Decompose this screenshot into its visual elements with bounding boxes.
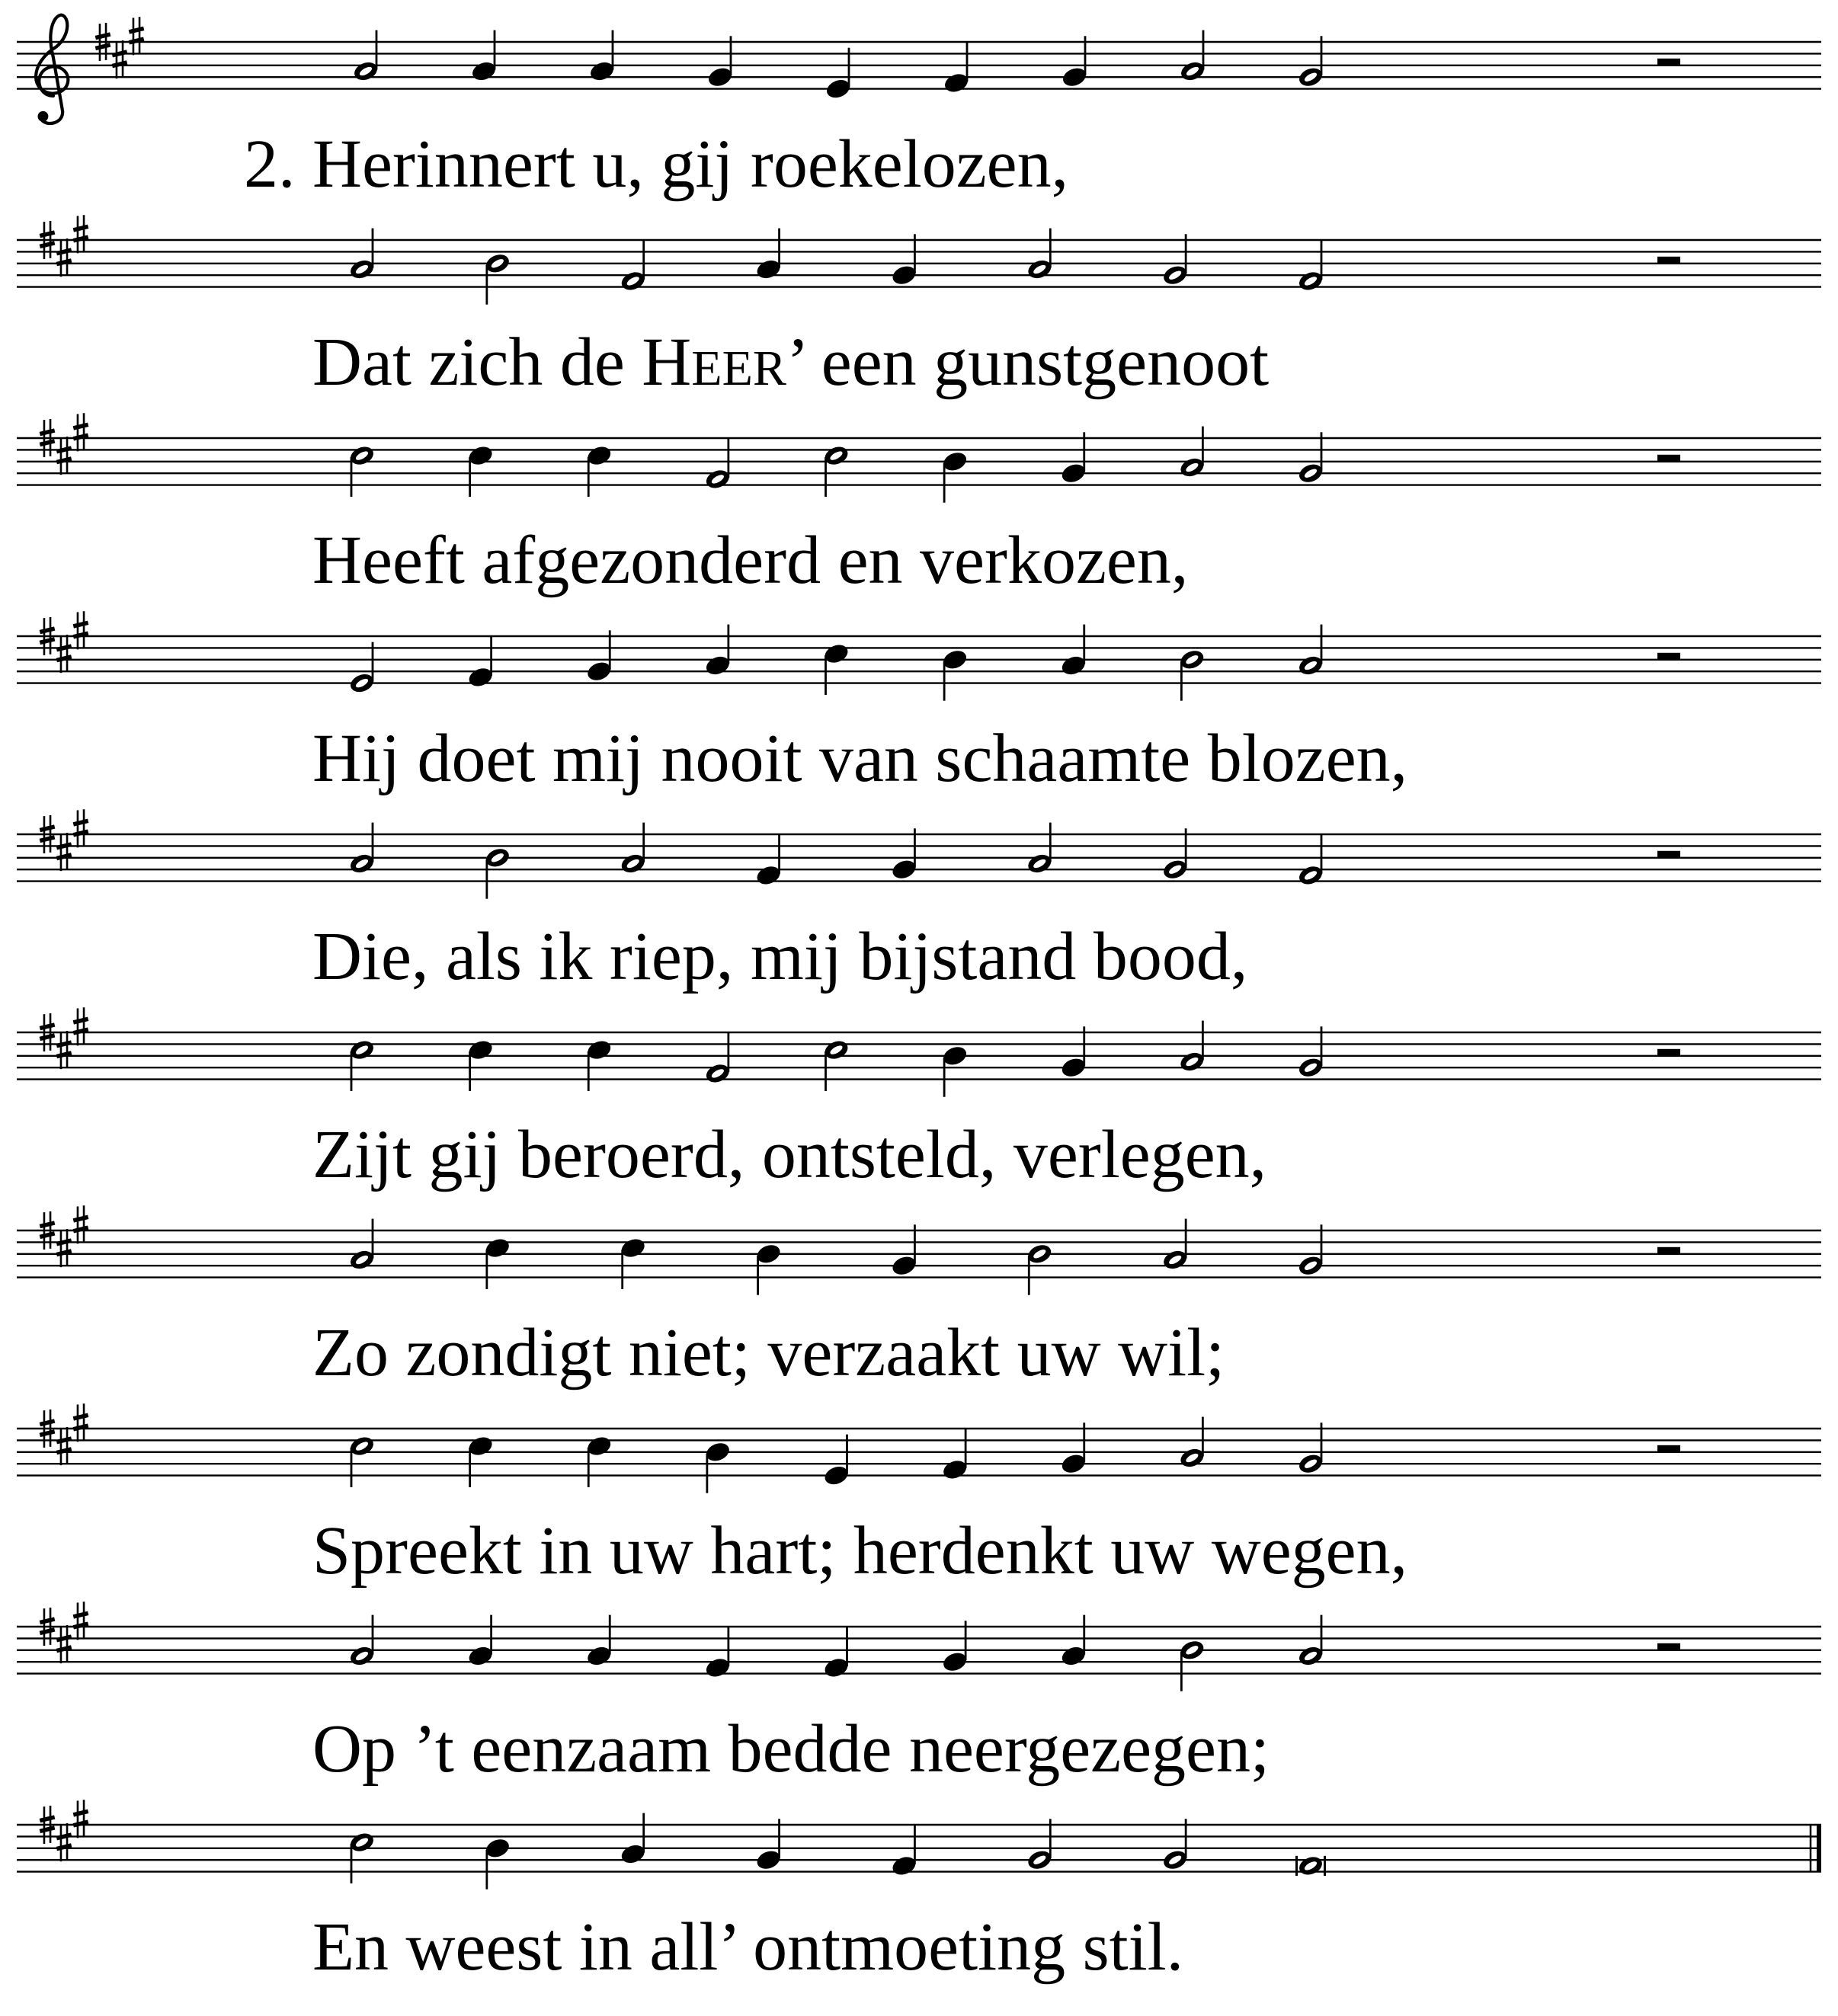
- lyric-line: Hij doet mij nooit van schaamte blozen,: [312, 721, 1408, 796]
- note-f4-half: [703, 438, 732, 491]
- staff-4: [17, 611, 1821, 796]
- note-c5-quarter: [466, 1038, 495, 1091]
- note-f4-quarter: [890, 1825, 918, 1878]
- lyric-line: Dat zich de HEER’ een gunstgenoot: [312, 325, 1270, 400]
- sharp-icon: [73, 809, 88, 847]
- sharp-icon: [73, 611, 88, 649]
- note-a4-half: [1178, 427, 1206, 480]
- note-g4-half: [1297, 1422, 1325, 1476]
- half-rest-icon: [1657, 257, 1680, 264]
- note-e4-half: [348, 642, 376, 696]
- note-g4-half: [1297, 432, 1325, 485]
- sharp-icon: [73, 1602, 88, 1640]
- note-a4-quarter: [585, 1615, 613, 1669]
- half-rest-icon: [1657, 653, 1680, 660]
- sharp-icon: [56, 238, 71, 277]
- sharp-icon: [73, 1205, 88, 1243]
- note-a4-half: [1179, 30, 1207, 84]
- note-b4-half: [483, 251, 511, 305]
- note-f4-half: [1297, 240, 1325, 293]
- note-a4-quarter: [466, 1615, 495, 1669]
- note-e4-quarter: [822, 1435, 850, 1488]
- note-c5-half: [348, 1434, 376, 1487]
- note-g4-quarter: [890, 234, 918, 287]
- note-c5-quarter: [585, 1038, 613, 1091]
- half-rest-icon: [1657, 851, 1680, 858]
- key-signature: [40, 1205, 88, 1267]
- key-signature: [40, 1403, 88, 1465]
- note-a4-quarter: [754, 229, 783, 282]
- note-c5-quarter: [822, 642, 850, 695]
- key-signature: [40, 809, 88, 871]
- half-rest-icon: [1657, 1049, 1680, 1056]
- note-e4-quarter: [825, 48, 853, 101]
- note-f4-quarter: [941, 1429, 969, 1482]
- half-rest-icon: [1657, 1445, 1680, 1452]
- sharp-icon: [56, 1625, 71, 1663]
- key-signature: [40, 611, 88, 673]
- lyric-line: Op ’t eenzaam bedde neergezegen;: [312, 1711, 1270, 1787]
- sharp-icon: [56, 1823, 71, 1861]
- note-g4-quarter: [1059, 1026, 1087, 1080]
- note-a4-quarter: [1059, 1615, 1087, 1669]
- note-c5-quarter: [466, 443, 495, 497]
- note-b4-half: [1026, 1242, 1054, 1295]
- staff-6: [17, 1007, 1821, 1192]
- note-c5-half: [348, 1830, 376, 1883]
- note-a4-half: [619, 823, 647, 876]
- lyric-line: Spreekt in uw hart; herdenkt uw wegen,: [312, 1513, 1408, 1589]
- note-g4-half: [1297, 36, 1325, 89]
- staff-8: [17, 1403, 1821, 1589]
- lyric-line: Zijt gij beroerd, ontsteld, verlegen,: [312, 1117, 1267, 1192]
- note-g4-quarter: [941, 1621, 969, 1674]
- sharp-icon: [56, 833, 71, 871]
- note-g4-quarter: [1061, 36, 1089, 89]
- staff-7: [17, 1205, 1821, 1390]
- note-a4-half: [1026, 823, 1054, 876]
- lyric-line: Die, als ik riep, mij bijstand bood,: [312, 919, 1248, 994]
- note-b4-half: [1178, 648, 1206, 701]
- staff-9: [17, 1602, 1821, 1787]
- note-b4-half: [1178, 1638, 1206, 1691]
- note-c5-half: [348, 1038, 376, 1091]
- note-a4-half: [348, 823, 376, 876]
- note-a4-quarter: [588, 30, 616, 84]
- note-g4-quarter: [706, 36, 735, 89]
- note-b4-quarter: [483, 1836, 511, 1890]
- note-a4-half: [1178, 1417, 1206, 1470]
- note-g4-quarter: [585, 630, 613, 683]
- key-signature: [40, 1007, 88, 1069]
- sharp-icon: [73, 1403, 88, 1442]
- sharp-icon: [56, 437, 71, 475]
- note-g4-half: [1161, 234, 1190, 287]
- lyric-line: Herinnert u, gij roekelozen,: [312, 126, 1069, 202]
- staff-3: [17, 413, 1821, 598]
- key-signature: [40, 1602, 88, 1663]
- note-a4-half: [1178, 1021, 1206, 1074]
- note-b4-quarter: [941, 648, 969, 701]
- note-c5-half: [822, 1038, 850, 1091]
- sharp-icon: [73, 1800, 88, 1838]
- key-signature: [40, 413, 88, 475]
- staff-5: [17, 809, 1821, 994]
- key-signature: [95, 17, 143, 78]
- note-a4-half: [1026, 229, 1054, 282]
- sharp-icon: [129, 17, 143, 55]
- note-b4-quarter: [941, 1044, 969, 1097]
- note-c5-quarter: [585, 443, 613, 497]
- note-g4-quarter: [890, 828, 918, 882]
- note-f4-quarter: [943, 42, 971, 95]
- note-b4-quarter: [754, 1242, 783, 1295]
- lyric-line: Zo zondigt niet; verzaakt uw wil;: [312, 1315, 1225, 1390]
- note-g4-half: [1026, 1819, 1054, 1872]
- note-f4-quarter: [754, 834, 783, 888]
- note-c5-half: [348, 443, 376, 497]
- half-rest-icon: [1657, 455, 1680, 462]
- half-rest-icon: [1657, 1643, 1680, 1650]
- note-f4-half: [619, 240, 647, 293]
- half-rest-icon: [1657, 1247, 1680, 1254]
- note-f4-breve: [1297, 1854, 1325, 1878]
- sharp-icon: [73, 413, 88, 451]
- note-c5-quarter: [466, 1434, 495, 1487]
- staff-10: [17, 1800, 1821, 1985]
- note-a4-quarter: [1059, 625, 1087, 678]
- note-g4-quarter: [1059, 1422, 1087, 1476]
- note-a4-half: [348, 1219, 376, 1272]
- staff-1: [17, 15, 1821, 202]
- note-a4-half: [352, 30, 380, 84]
- staff-2: [17, 215, 1821, 400]
- note-a4-quarter: [619, 1813, 647, 1867]
- note-a4-quarter: [703, 625, 732, 678]
- sharp-icon: [56, 1229, 71, 1267]
- lyric-line: En weest in all’ ontmoeting stil.: [312, 1909, 1184, 1985]
- note-f4-quarter: [703, 1627, 732, 1680]
- note-a4-quarter: [470, 30, 498, 84]
- note-a4-half: [348, 1615, 376, 1669]
- note-b4-quarter: [703, 1440, 732, 1493]
- note-f4-half: [1297, 834, 1325, 888]
- note-g4-half: [1161, 1819, 1190, 1872]
- sharp-icon: [56, 1031, 71, 1069]
- verse-number: 2.: [244, 126, 296, 202]
- key-signature: [40, 215, 88, 277]
- note-g4-half: [1297, 1026, 1325, 1080]
- note-g4-half: [1161, 828, 1190, 882]
- note-c5-half: [822, 443, 850, 497]
- note-c5-quarter: [585, 1434, 613, 1487]
- note-g4-quarter: [890, 1224, 918, 1278]
- treble-clef-icon: [36, 15, 68, 123]
- note-a4-half: [1297, 625, 1325, 678]
- note-b4-half: [483, 846, 511, 899]
- half-rest-icon: [1657, 59, 1680, 66]
- note-f4-half: [703, 1032, 732, 1086]
- note-g4-half: [1297, 1224, 1325, 1278]
- sharp-icon: [56, 635, 71, 673]
- sharp-icon: [56, 1427, 71, 1465]
- note-f4-quarter: [466, 636, 495, 690]
- note-a4-half: [348, 229, 376, 282]
- note-b4-quarter: [941, 450, 969, 503]
- note-f4-quarter: [822, 1627, 850, 1680]
- sharp-icon: [73, 1007, 88, 1045]
- sharp-icon: [112, 40, 126, 78]
- lyric-line: Heeft afgezonderd en verkozen,: [312, 523, 1189, 598]
- note-c5-quarter: [483, 1236, 511, 1289]
- note-a4-half: [1297, 1615, 1325, 1669]
- note-g4-quarter: [1059, 432, 1087, 485]
- note-c5-quarter: [619, 1236, 647, 1289]
- sharp-icon: [73, 215, 88, 253]
- key-signature: [40, 1800, 88, 1861]
- note-g4-quarter: [754, 1819, 783, 1872]
- note-a4-half: [1161, 1219, 1190, 1272]
